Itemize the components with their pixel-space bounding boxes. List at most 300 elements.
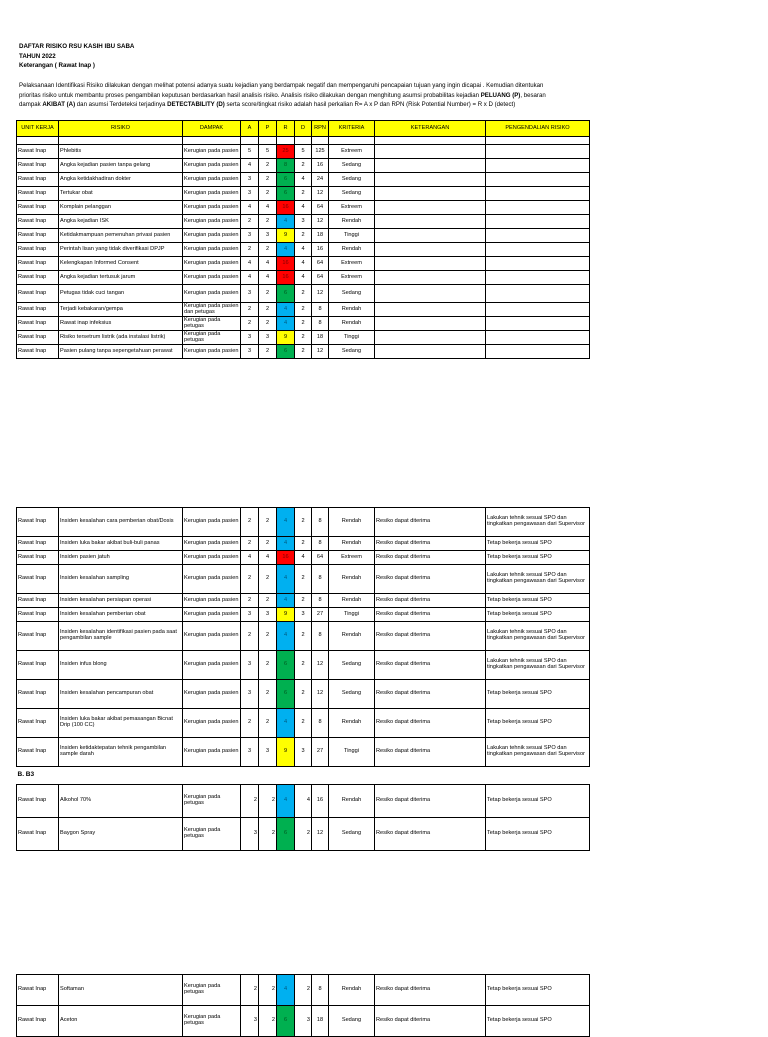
rpn-cell: 64	[312, 257, 329, 271]
keterangan-cell: Resiko dapat diterima	[375, 818, 486, 851]
r-cell: 4	[277, 975, 295, 1006]
r-cell: 16	[277, 551, 295, 565]
a-cell: 2	[241, 215, 259, 229]
a-cell: 3	[241, 345, 259, 359]
kriteria-cell: Tinggi	[329, 331, 375, 345]
table-row	[17, 317, 590, 331]
r-cell: 6	[277, 1006, 295, 1037]
pengendalian-cell: Tetap bekerja sesuai SPO	[486, 594, 590, 608]
rpn-cell: 12	[312, 345, 329, 359]
unit-cell: Rawat Inap	[17, 345, 59, 359]
d-cell: 4	[295, 271, 312, 285]
p-cell: 2	[259, 243, 277, 257]
keterangan-cell: Resiko dapat diterima	[375, 551, 486, 565]
r-cell: 4	[277, 594, 295, 608]
column-header: DAMPAK	[183, 121, 241, 137]
table-row	[17, 345, 590, 359]
p-cell: 2	[259, 215, 277, 229]
kriteria-cell: Rendah	[329, 317, 375, 331]
dampak-cell: Kerugian pada pasien	[183, 680, 241, 709]
pengendalian-cell: Tetap bekerja sesuai SPO	[486, 537, 590, 551]
d-cell: 2	[295, 285, 312, 303]
unit-cell: Rawat Inap	[17, 243, 59, 257]
kriteria-cell: Sedang	[329, 680, 375, 709]
unit-cell: Rawat Inap	[17, 285, 59, 303]
pengendalian-cell	[486, 331, 590, 345]
a-cell: 2	[241, 709, 259, 738]
table-row	[17, 608, 590, 622]
kriteria-cell: Sedang	[329, 345, 375, 359]
pengendalian-cell	[486, 187, 590, 201]
dampak-cell: Kerugian pada pasien	[183, 257, 241, 271]
pengendalian-cell	[486, 271, 590, 285]
table-row	[17, 1006, 590, 1037]
r-cell: 6	[277, 680, 295, 709]
kriteria-cell: Rendah	[329, 565, 375, 594]
r-cell: 4	[277, 785, 295, 818]
rpn-cell: 8	[312, 709, 329, 738]
keterangan-cell	[375, 271, 486, 285]
r-cell: 4	[277, 709, 295, 738]
r-cell: 4	[277, 303, 295, 317]
unit-cell: Rawat Inap	[17, 303, 59, 317]
a-cell: 3	[241, 285, 259, 303]
unit-cell: Rawat Inap	[17, 818, 59, 851]
dampak-cell: Kerugian pada pasien	[183, 537, 241, 551]
kriteria-cell: Rendah	[329, 537, 375, 551]
r-cell: 9	[277, 331, 295, 345]
d-cell: 3	[295, 215, 312, 229]
risiko-cell: Aceton	[59, 1006, 183, 1037]
a-cell: 4	[241, 159, 259, 173]
risiko-cell: Alkohol 70%	[59, 785, 183, 818]
d-cell: 4	[295, 201, 312, 215]
unit-cell: Rawat Inap	[17, 331, 59, 345]
dampak-cell: Kerugian pada pasien	[183, 709, 241, 738]
table-row	[17, 551, 590, 565]
rpn-cell: 16	[312, 159, 329, 173]
column-header: KETERANGAN	[375, 121, 486, 137]
column-header: KRITERIA	[329, 121, 375, 137]
a-cell: 5	[241, 145, 259, 159]
dampak-cell: Kerugian pada pasien	[183, 159, 241, 173]
r-cell: 4	[277, 565, 295, 594]
rpn-cell: 16	[312, 243, 329, 257]
kriteria-cell: Rendah	[329, 303, 375, 317]
r-cell: 6	[277, 651, 295, 680]
dampak-cell: Kerugian pada pasien	[183, 285, 241, 303]
r-cell: 16	[277, 201, 295, 215]
risiko-cell: Pasien pulang tanpa sepengetahuan perawat	[59, 345, 183, 359]
risiko-cell: Rawat inap infeksius	[59, 317, 183, 331]
kriteria-cell: Tinggi	[329, 738, 375, 767]
keterangan-cell: Resiko dapat diterima	[375, 709, 486, 738]
unit-cell: Rawat Inap	[17, 317, 59, 331]
d-cell: 2	[295, 537, 312, 551]
document-title: DAFTAR RISIKO RSU KASIH IBU SABA	[19, 43, 135, 50]
p-cell: 2	[259, 1006, 277, 1037]
section-b3-row	[17, 767, 590, 785]
risiko-cell: Insiden kesalahan pemberian obat	[59, 608, 183, 622]
risiko-cell: Insiden kesalahan persiapan operasi	[59, 594, 183, 608]
dampak-cell: Kerugian pada pasien	[183, 229, 241, 243]
risk-table-2	[16, 507, 590, 851]
rpn-cell: 24	[312, 173, 329, 187]
kriteria-cell: Sedang	[329, 651, 375, 680]
d-cell: 2	[295, 709, 312, 738]
r-cell: 6	[277, 345, 295, 359]
unit-cell: Rawat Inap	[17, 709, 59, 738]
d-cell: 5	[295, 145, 312, 159]
pengendalian-cell	[486, 229, 590, 243]
p-cell: 2	[259, 785, 277, 818]
table-row	[17, 622, 590, 651]
rpn-cell: 12	[312, 285, 329, 303]
a-cell: 2	[241, 508, 259, 537]
unit-cell: Rawat Inap	[17, 257, 59, 271]
kriteria-cell: Sedang	[329, 1006, 375, 1037]
column-header: UNIT KERJA	[17, 121, 59, 137]
r-cell: 4	[277, 622, 295, 651]
kriteria-cell: Tinggi	[329, 229, 375, 243]
rpn-cell: 8	[312, 537, 329, 551]
kriteria-cell: Extreem	[329, 145, 375, 159]
risiko-cell: Insiden kesalahan identifikasi pasien pada saat pengambilan sample	[59, 622, 183, 651]
d-cell: 2	[295, 187, 312, 201]
d-cell: 2	[295, 159, 312, 173]
kriteria-cell: Extreem	[329, 271, 375, 285]
rpn-cell: 64	[312, 201, 329, 215]
table-row	[17, 709, 590, 738]
r-cell: 6	[277, 285, 295, 303]
kriteria-cell: Sedang	[329, 187, 375, 201]
pengendalian-cell	[486, 215, 590, 229]
pengendalian-cell: Tetap bekerja sesuai SPO	[486, 551, 590, 565]
a-cell: 3	[241, 187, 259, 201]
dampak-cell: Kerugian pada pasien	[183, 243, 241, 257]
d-cell: 2	[295, 975, 312, 1006]
rpn-cell: 12	[312, 187, 329, 201]
d-cell: 4	[295, 551, 312, 565]
a-cell: 2	[241, 565, 259, 594]
p-cell: 2	[259, 159, 277, 173]
r-cell: 16	[277, 271, 295, 285]
keterangan-cell	[375, 229, 486, 243]
keterangan-cell	[375, 303, 486, 317]
d-cell: 4	[295, 243, 312, 257]
d-cell: 2	[295, 508, 312, 537]
keterangan-cell	[375, 145, 486, 159]
p-cell: 3	[259, 608, 277, 622]
table-row	[17, 680, 590, 709]
d-cell: 2	[295, 818, 312, 851]
column-header: A	[241, 121, 259, 137]
unit-cell: Rawat Inap	[17, 622, 59, 651]
risiko-cell: Angka kejadian tertusuk jarum	[59, 271, 183, 285]
kriteria-cell: Rendah	[329, 215, 375, 229]
d-cell: 2	[295, 594, 312, 608]
d-cell: 2	[295, 345, 312, 359]
rpn-cell: 18	[312, 331, 329, 345]
table-row	[17, 187, 590, 201]
r-cell: 8	[277, 159, 295, 173]
intro-line-3: dampak AKIBAT (A) dan asumsi Terdeteksi terjadinya DETECTABILITY (D) serta score/tingkat risiko adalah hasil perkalian R= A x P dan RPN (Risk Potential Number) = R x D (detect)	[19, 101, 516, 108]
d-cell: 3	[295, 608, 312, 622]
table-row	[17, 651, 590, 680]
a-cell: 3	[241, 680, 259, 709]
risiko-cell: Petugas tidak cuci tangan	[59, 285, 183, 303]
dampak-cell: Kerugian pada pasien	[183, 271, 241, 285]
risiko-cell: Komplain pelanggan	[59, 201, 183, 215]
table-row	[17, 271, 590, 285]
intro-line-1: Pelaksanaan Identifikasi Risiko dilakukan dengan melihat potensi adanya suatu kejadian yang berdampak negatif dan mempengaruhi pencapaian tujuan yang ingin dicapai . Kemudian ditentukan	[19, 82, 544, 89]
table-row	[17, 243, 590, 257]
a-cell: 4	[241, 271, 259, 285]
keterangan-cell	[375, 285, 486, 303]
pengendalian-cell	[486, 145, 590, 159]
kriteria-cell: Extreem	[329, 257, 375, 271]
a-cell: 2	[241, 622, 259, 651]
d-cell: 2	[295, 680, 312, 709]
table-row	[17, 285, 590, 303]
risiko-cell: Angka ketidakhadiran dokter	[59, 173, 183, 187]
rpn-cell: 18	[312, 1006, 329, 1037]
rpn-cell: 18	[312, 229, 329, 243]
unit-cell: Rawat Inap	[17, 145, 59, 159]
p-cell: 4	[259, 551, 277, 565]
kriteria-cell: Rendah	[329, 785, 375, 818]
rpn-cell: 12	[312, 680, 329, 709]
keterangan-cell: Resiko dapat diterima	[375, 738, 486, 767]
keterangan-cell: Resiko dapat diterima	[375, 680, 486, 709]
unit-cell: Rawat Inap	[17, 651, 59, 680]
rpn-cell: 8	[312, 508, 329, 537]
pengendalian-cell	[486, 303, 590, 317]
a-cell: 2	[241, 303, 259, 317]
d-cell: 2	[295, 622, 312, 651]
keterangan-cell: Resiko dapat diterima	[375, 608, 486, 622]
rpn-cell: 12	[312, 215, 329, 229]
dampak-cell: Kerugian pada petugas	[183, 785, 241, 818]
pengendalian-cell: Tetap bekerja sesuai SPO	[486, 975, 590, 1006]
dampak-cell: Kerugian pada pasien	[183, 651, 241, 680]
column-header: PENGENDALIAN RISIKO	[486, 121, 590, 137]
risiko-cell: Phlebitis	[59, 145, 183, 159]
r-cell: 16	[277, 257, 295, 271]
kriteria-cell: Rendah	[329, 594, 375, 608]
table-row	[17, 785, 590, 818]
p-cell: 2	[259, 975, 277, 1006]
a-cell: 3	[241, 651, 259, 680]
d-cell: 2	[295, 651, 312, 680]
risiko-cell: Terjadi kebakaran/gempa	[59, 303, 183, 317]
p-cell: 2	[259, 345, 277, 359]
rpn-cell: 27	[312, 608, 329, 622]
r-cell: 9	[277, 608, 295, 622]
p-cell: 3	[259, 738, 277, 767]
keterangan-cell	[375, 317, 486, 331]
pengendalian-cell: Tetap bekerja sesuai SPO	[486, 709, 590, 738]
keterangan-cell: Resiko dapat diterima	[375, 622, 486, 651]
table-row	[17, 818, 590, 851]
a-cell: 3	[241, 331, 259, 345]
a-cell: 2	[241, 785, 259, 818]
a-cell: 3	[241, 818, 259, 851]
a-cell: 2	[241, 537, 259, 551]
risiko-cell: Insiden luka bakar akibat pemasangan Bicnat Drip (100 CC)	[59, 709, 183, 738]
r-cell: 9	[277, 738, 295, 767]
unit-cell: Rawat Inap	[17, 173, 59, 187]
pengendalian-cell: Tetap bekerja sesuai SPO	[486, 818, 590, 851]
pengendalian-cell	[486, 243, 590, 257]
kriteria-cell: Sedang	[329, 173, 375, 187]
r-cell: 4	[277, 243, 295, 257]
d-cell: 3	[295, 1006, 312, 1037]
a-cell: 2	[241, 975, 259, 1006]
p-cell: 2	[259, 317, 277, 331]
rpn-cell: 8	[312, 565, 329, 594]
risiko-cell: Insiden kesalahan pencampuran obat	[59, 680, 183, 709]
rpn-cell: 8	[312, 622, 329, 651]
keterangan-cell: Resiko dapat diterima	[375, 537, 486, 551]
keterangan-cell: Resiko dapat diterima	[375, 975, 486, 1006]
a-cell: 2	[241, 317, 259, 331]
a-cell: 4	[241, 257, 259, 271]
a-cell: 3	[241, 608, 259, 622]
pengendalian-cell: Lakukan tehnik sesuai SPO dan tingkatkan pengawasan dari Supervisor	[486, 738, 590, 767]
table-row	[17, 594, 590, 608]
a-cell: 2	[241, 243, 259, 257]
pengendalian-cell	[486, 159, 590, 173]
pengendalian-cell: Lakukan tehnik sesuai SPO dan tingkatkan pengawasan dari Supervisor	[486, 651, 590, 680]
risiko-cell: Insiden pasien jatuh	[59, 551, 183, 565]
rpn-cell: 8	[312, 975, 329, 1006]
pengendalian-cell: Lakukan tehnik sesuai SPO dan tingkatkan pengawasan dari Supervisor	[486, 565, 590, 594]
risiko-cell: Angka kejadian pasien tanpa gelang	[59, 159, 183, 173]
kriteria-cell: Extreem	[329, 551, 375, 565]
unit-cell: Rawat Inap	[17, 594, 59, 608]
document-subtitle: Keterangan ( Rawat Inap )	[19, 62, 95, 69]
keterangan-cell	[375, 187, 486, 201]
rpn-cell: 64	[312, 551, 329, 565]
kriteria-cell: Extreem	[329, 201, 375, 215]
intro-line-2: prioritas risiko untuk membantu proses pengambilan keputusan berdasarkan hasil analisis risiko. Analisis risiko dilakukan dengan menghitung asumsi probabilitas kejadian PELUANG (P), besaran	[19, 91, 546, 99]
d-cell: 2	[295, 331, 312, 345]
kriteria-cell: Rendah	[329, 622, 375, 651]
keterangan-cell	[375, 159, 486, 173]
p-cell: 2	[259, 537, 277, 551]
keterangan-cell	[375, 345, 486, 359]
dampak-cell: Kerugian pada petugas	[183, 818, 241, 851]
table-header-row	[17, 121, 590, 137]
d-cell: 4	[295, 785, 312, 818]
unit-cell: Rawat Inap	[17, 1006, 59, 1037]
pengendalian-cell: Lakukan tehnik sesuai SPO dan tingkatkan pengawasan dari Supervisor	[486, 622, 590, 651]
table-row	[17, 145, 590, 159]
kriteria-cell: Tinggi	[329, 608, 375, 622]
dampak-cell: Kerugian pada pasien	[183, 508, 241, 537]
dampak-cell: Kerugian pada pasien	[183, 594, 241, 608]
pengendalian-cell: Tetap bekerja sesuai SPO	[486, 608, 590, 622]
p-cell: 2	[259, 565, 277, 594]
unit-cell: Rawat Inap	[17, 159, 59, 173]
p-cell: 3	[259, 229, 277, 243]
dampak-cell: Kerugian pada petugas	[183, 975, 241, 1006]
risiko-cell: Ketidakmampuan pemenuhan privasi pasien	[59, 229, 183, 243]
unit-cell: Rawat Inap	[17, 738, 59, 767]
unit-cell: Rawat Inap	[17, 975, 59, 1006]
kriteria-cell: Sedang	[329, 159, 375, 173]
risiko-cell: Angka kejadian ISK	[59, 215, 183, 229]
r-cell: 4	[277, 317, 295, 331]
dampak-cell: Kerugian pada petugas	[183, 317, 241, 331]
keterangan-cell: Resiko dapat diterima	[375, 1006, 486, 1037]
pengendalian-cell	[486, 201, 590, 215]
table-row	[17, 331, 590, 345]
risiko-cell: Kelengkapan Informed Consent	[59, 257, 183, 271]
r-cell: 6	[277, 187, 295, 201]
dampak-cell: Kerugian pada pasien	[183, 738, 241, 767]
d-cell: 2	[295, 317, 312, 331]
unit-cell: Rawat Inap	[17, 551, 59, 565]
p-cell: 4	[259, 201, 277, 215]
kriteria-cell: Rendah	[329, 975, 375, 1006]
d-cell: 4	[295, 257, 312, 271]
dampak-cell: Kerugian pada pasien	[183, 201, 241, 215]
pengendalian-cell: Tetap bekerja sesuai SPO	[486, 1006, 590, 1037]
a-cell: 3	[241, 738, 259, 767]
p-cell: 2	[259, 508, 277, 537]
r-cell: 4	[277, 215, 295, 229]
rpn-cell: 125	[312, 145, 329, 159]
column-header: RPN	[312, 121, 329, 137]
risiko-cell: Softaman	[59, 975, 183, 1006]
risk-table-1	[16, 120, 590, 359]
p-cell: 2	[259, 709, 277, 738]
risiko-cell: Risiko tersetrum listrik (ada instalasi listrik)	[59, 331, 183, 345]
risiko-cell: Insiden infus blong	[59, 651, 183, 680]
p-cell: 2	[259, 285, 277, 303]
table-row	[17, 565, 590, 594]
unit-cell: Rawat Inap	[17, 215, 59, 229]
dampak-cell: Kerugian pada petugas	[183, 1006, 241, 1037]
keterangan-cell: Resiko dapat diterima	[375, 651, 486, 680]
dampak-cell: Kerugian pada pasien	[183, 173, 241, 187]
a-cell: 4	[241, 201, 259, 215]
p-cell: 2	[259, 680, 277, 709]
unit-cell: Rawat Inap	[17, 201, 59, 215]
p-cell: 3	[259, 331, 277, 345]
table-row	[17, 537, 590, 551]
section-b3-label: B. B3	[17, 771, 35, 779]
p-cell: 2	[259, 173, 277, 187]
r-cell: 4	[277, 508, 295, 537]
unit-cell: Rawat Inap	[17, 785, 59, 818]
dampak-cell: Kerugian pada pasien	[183, 622, 241, 651]
kriteria-cell: Sedang	[329, 285, 375, 303]
p-cell: 5	[259, 145, 277, 159]
pengendalian-cell	[486, 173, 590, 187]
keterangan-cell	[375, 173, 486, 187]
r-cell: 6	[277, 173, 295, 187]
table-row	[17, 257, 590, 271]
keterangan-cell	[375, 257, 486, 271]
keterangan-cell: Resiko dapat diterima	[375, 565, 486, 594]
column-header: P	[259, 121, 277, 137]
dampak-cell: Kerugian pada pasien	[183, 145, 241, 159]
p-cell: 4	[259, 271, 277, 285]
r-cell: 25	[277, 145, 295, 159]
